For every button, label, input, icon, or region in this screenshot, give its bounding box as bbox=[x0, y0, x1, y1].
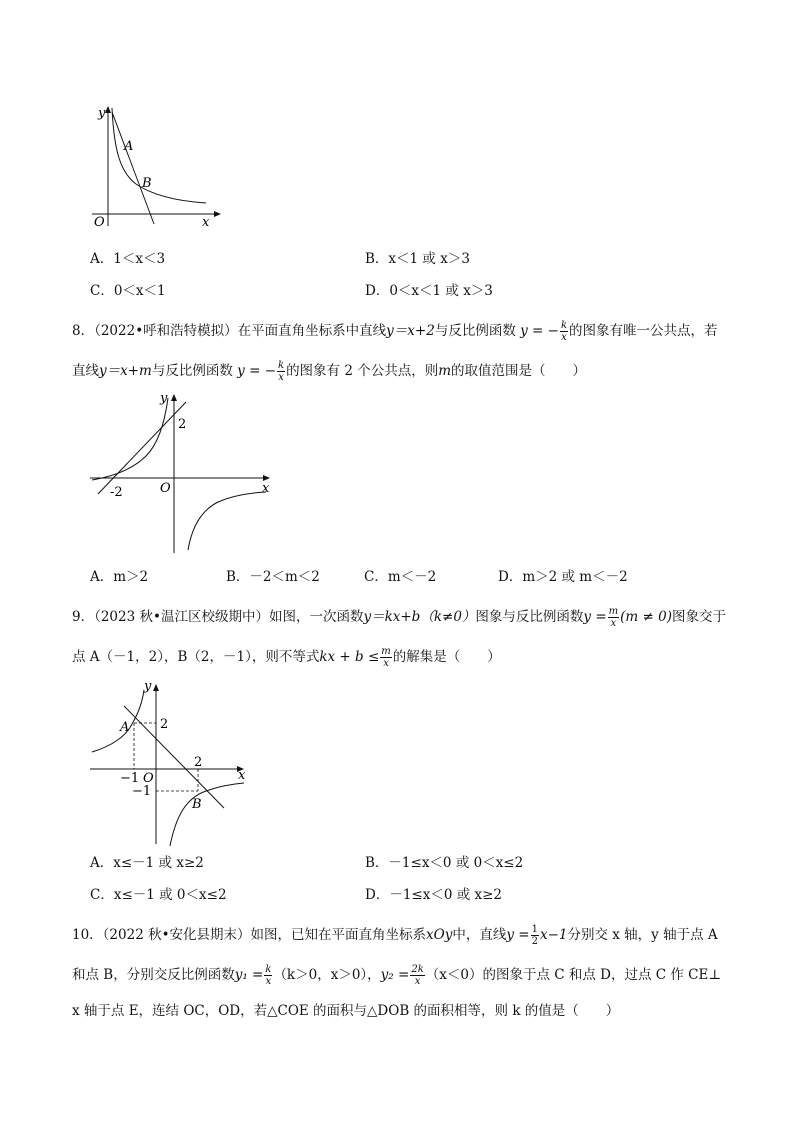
fig8-label-neg2: -2 bbox=[110, 485, 123, 500]
q9-stem-line2: 点 A（－1，2），B（2，－1），则不等式kx + b ≤ $\frac{m}{x}$ 的解集是（ ） bbox=[72, 646, 501, 669]
fig9-label-2y: 2 bbox=[160, 717, 169, 732]
q8-option-c: C．m＜－2 bbox=[364, 569, 437, 585]
fig9-y-label: y bbox=[144, 679, 152, 694]
q9-option-a: A．x≤－1 或 x≥2 bbox=[90, 855, 204, 871]
fig9-x-label: x bbox=[238, 768, 246, 783]
q7-option-c: C．0＜x＜1 bbox=[90, 283, 166, 299]
fig7-x-label: x bbox=[202, 215, 210, 230]
fig9-point-B: B bbox=[192, 797, 202, 812]
q8-figure bbox=[86, 388, 282, 558]
fig9-point-A: A bbox=[120, 720, 130, 735]
q9-option-c: C．x≤－1 或 0＜x≤2 bbox=[90, 887, 227, 903]
q9-option-b: B．－1≤x＜0 或 0＜x≤2 bbox=[365, 855, 524, 871]
fig9-label-neg1y: −1 bbox=[132, 784, 152, 799]
fig8-x-label: x bbox=[262, 481, 270, 496]
q8-option-d: D．m＞2 或 m＜－2 bbox=[498, 569, 628, 585]
fig9-label-neg1x: −1 bbox=[120, 771, 140, 786]
q7-option-b: B．x＜1 或 x＞3 bbox=[365, 251, 470, 267]
q7-option-d: D．0＜x＜1 或 x＞3 bbox=[365, 283, 493, 299]
fig8-label-2: 2 bbox=[178, 417, 187, 432]
q9-option-d: D．－1≤x＜0 或 x≥2 bbox=[365, 887, 503, 903]
fig9-label-2x: 2 bbox=[194, 755, 203, 770]
q8-stem-line2: 直线y＝x+m与反比例函数 y = − $\frac{k}{x}$ 的图象有 2 个公共点，则m的取值范围是（ ） bbox=[72, 360, 587, 383]
q10-stem-line3: x 轴于点 E，连结 OC，OD，若△COE 的面积与△DOB 的面积相等，则 k 的值是（ ） bbox=[72, 1003, 620, 1019]
q8-option-b: B．－2＜m＜2 bbox=[226, 569, 320, 585]
fig9-origin: O bbox=[143, 771, 154, 786]
q10-stem-line2: 和点 B，分别交反比例函数y₁ = $\frac{k}{x}$ （k＞0，x＞0），y₂ = $\frac{2k}{x}$ （x＜0）的图象于点 C 和点 D，过点 C 作 CE⊥ bbox=[72, 964, 722, 987]
q8-option-a: A．m＞2 bbox=[90, 569, 149, 585]
q10-stem-line1: 10．（2022 秋•安化县期末）如图，已知在平面直角坐标系xOy中，直线y = $\frac{1}{2}$ x−1分别交 x 轴，y 轴于点 A bbox=[72, 924, 718, 947]
q9-stem-line1: 9．（2023 秋•温江区校级期中）如图，一次函数y＝kx+b（k≠0）图象与反比例函数y = $\frac{m}{x}$ (m ≠ 0)图象交于 bbox=[72, 606, 726, 629]
q8-stem-line1: 8．（2022•呼和浩特模拟）在平面直角坐标系中直线y＝x+2与反比例函数 y = − $\frac{k}{x}$ 的图象有唯一公共点，若 bbox=[72, 320, 718, 343]
q7-figure bbox=[86, 100, 226, 230]
fig7-origin: O bbox=[94, 215, 105, 230]
fig7-point-B: B bbox=[142, 176, 152, 191]
fig8-y-label: y bbox=[160, 391, 168, 406]
q7-option-a: A．1＜x＜3 bbox=[90, 251, 166, 267]
fig7-y-label: y bbox=[98, 106, 106, 121]
fig7-point-A: A bbox=[124, 139, 134, 154]
fig8-origin: O bbox=[160, 481, 171, 496]
q9-figure bbox=[86, 676, 256, 846]
